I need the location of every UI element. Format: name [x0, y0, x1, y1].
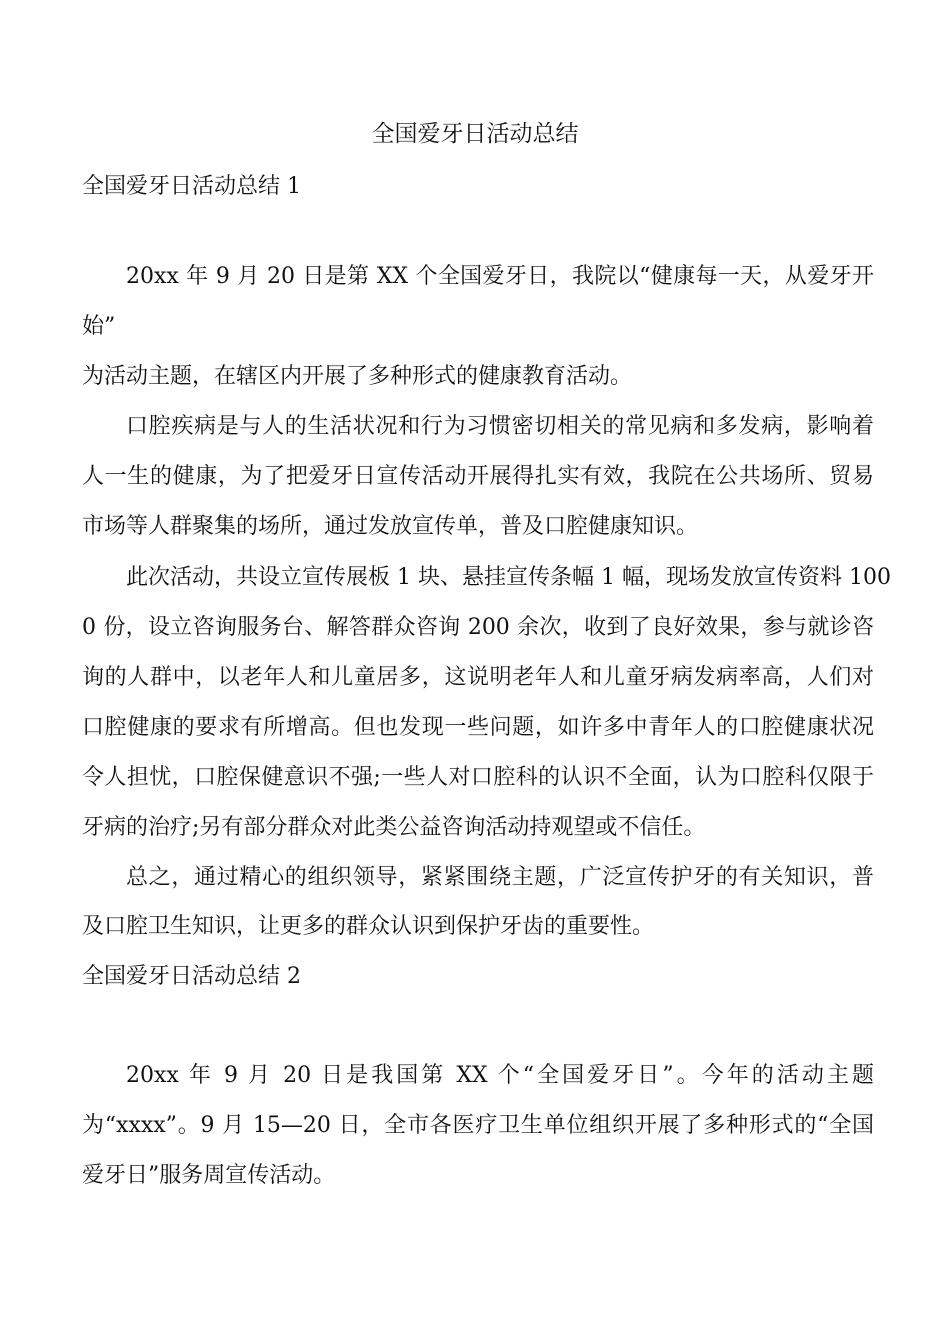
section-1-paragraph-4-line-1: 总之，通过精心的组织领导，紧紧围绕主题，广泛宣传护牙的有关知识，普 [126, 865, 874, 890]
section-2-heading: 全国爱牙日活动总结 2 [82, 964, 301, 989]
section-1-paragraph-2-line-3: 市场等人群聚集的场所，通过发放宣传单，普及口腔健康知识。 [82, 514, 699, 539]
section-1-paragraph-3-line-5: 令人担忧，口腔保健意识不强;一些人对口腔科的认识不全面，认为口腔科仅限于 [82, 765, 874, 790]
section-1-paragraph-1-line-2: 始” [82, 314, 116, 339]
section-2-paragraph-1-line-1: 20xx 年 9 月 20 日是我国第 XX 个“全国爱牙日”。今年的活动主题 [126, 1063, 874, 1088]
section-1-paragraph-4-line-2: 及口腔卫生知识，让更多的群众认识到保护牙齿的重要性。 [82, 914, 655, 939]
section-1-heading: 全国爱牙日活动总结 1 [82, 174, 301, 199]
document-title: 全国爱牙日活动总结 [371, 121, 579, 147]
section-1-paragraph-2-line-1: 口腔疾病是与人的生活状况和行为习惯密切相关的常见病和多发病，影响着 [126, 414, 874, 439]
section-1-paragraph-1-line-3: 为活动主题，在辖区内开展了多种形式的健康教育活动。 [82, 364, 633, 389]
section-1-paragraph-3-line-3: 询的人群中，以老年人和儿童居多，这说明老年人和儿童牙病发病率高，人们对 [82, 665, 874, 690]
section-1-paragraph-3-line-4: 口腔健康的要求有所增高。但也发现一些问题，如许多中青年人的口腔健康状况 [82, 715, 874, 740]
section-1-paragraph-3-line-6: 牙病的治疗;另有部分群众对此类公益咨询活动持观望或不信任。 [82, 815, 706, 840]
section-2-paragraph-1-line-2: 为“xxxx”。9 月 15—20 日，全市各医疗卫生单位组织开展了多种形式的“全国 [82, 1113, 874, 1138]
section-1-paragraph-1-line-1: 20xx 年 9 月 20 日是第 XX 个全国爱牙日，我院以“健康每一天，从爱牙开 [126, 264, 874, 289]
section-1-paragraph-3-line-2: 0 份，设立咨询服务台、解答群众咨询 200 余次，收到了良好效果，参与就诊咨 [82, 615, 874, 640]
section-1-paragraph-2-line-2: 人一生的健康，为了把爱牙日宣传活动开展得扎实有效，我院在公共场所、贸易 [82, 464, 874, 489]
section-1-paragraph-3-line-1: 此次活动，共设立宣传展板 1 块、悬挂宣传条幅 1 幅，现场发放宣传资料 100 [126, 565, 891, 590]
section-2-paragraph-1-line-3: 爱牙日”服务周宣传活动。 [82, 1163, 336, 1188]
